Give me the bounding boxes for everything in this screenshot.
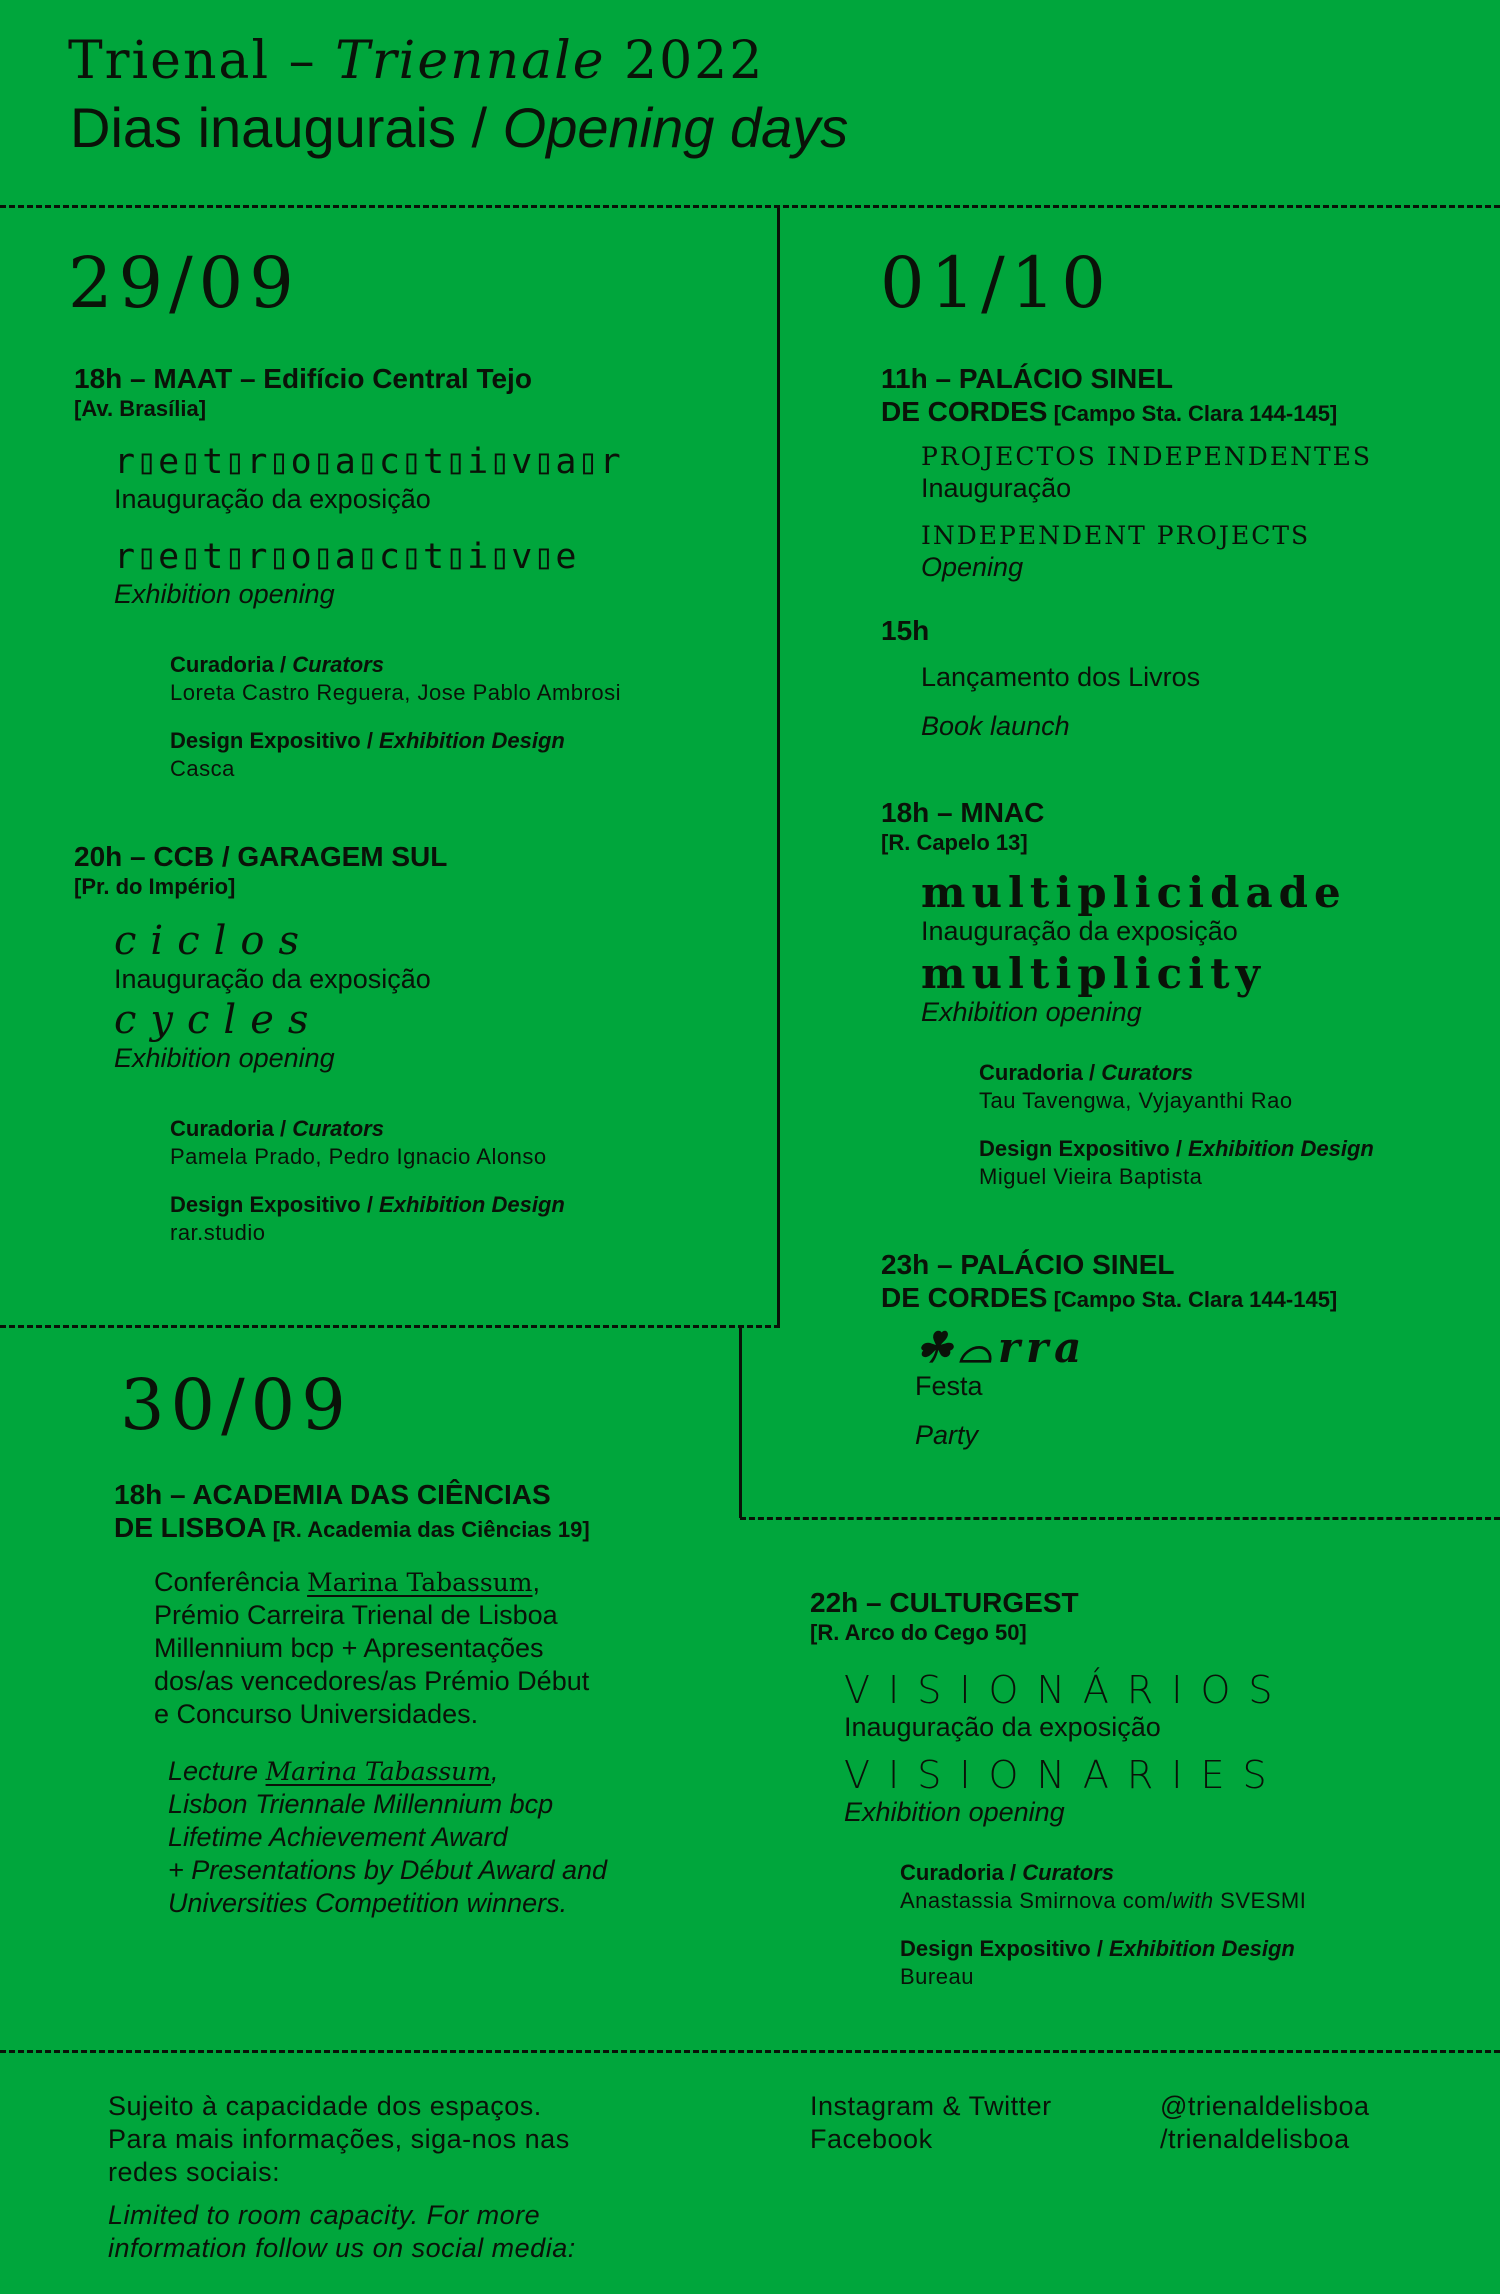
exhibition-desc-en: Exhibition opening [844, 1797, 1065, 1827]
design-names: Casca [170, 756, 235, 781]
divider-middle-left [0, 1325, 780, 1328]
page-subtitle [70, 95, 848, 161]
title-pt: Trienal – [68, 31, 336, 91]
design-label: Design Expositivo / Exhibition Design [170, 728, 565, 753]
event-title: 18h – MAAT – Edifício Central Tejo [74, 363, 532, 394]
project-desc-pt: Inauguração [921, 473, 1072, 503]
lecture-pt: Conferência Marina Tabassum, Prémio Carreira Trienal de Lisboa Millennium bcp + Apresentações dos/as vencedores/as Prémio Début e Concurso Universidades. [154, 1567, 590, 1729]
title-en: Triennale [335, 31, 606, 91]
social-label-instagram-twitter: Instagram & Twitter [810, 2091, 1052, 2121]
design-label: Design Expositivo / Exhibition Design [979, 1136, 1374, 1161]
divider-bottom [0, 2050, 1500, 2053]
exhibition-name-en: VISIONARIES [844, 1753, 1285, 1797]
design-names: rar.studio [170, 1220, 266, 1245]
party-en: Party [915, 1420, 979, 1450]
event-address: [R. Arco do Cego 50] [810, 1620, 1027, 1645]
exhibition-desc-pt: Inauguração da exposição [921, 916, 1238, 946]
event-palacio-11h [881, 362, 1491, 584]
event-title: 18h – MNAC [881, 797, 1045, 828]
curators-label: Curadoria / Curators [900, 1860, 1114, 1885]
exhibition-name-en: multiplicity [921, 949, 1266, 998]
exhibition-name-pt: r▯e▯t▯r▯o▯a▯c▯t▯i▯v▯a▯r [114, 442, 622, 482]
subtitle-en: Opening days [502, 96, 849, 159]
event-academia [114, 1478, 734, 1920]
project-name-en: INDEPENDENT PROJECTS [921, 521, 1311, 550]
event-mnac [881, 796, 1491, 1191]
divider-middle-right [740, 1517, 1500, 1520]
exhibition-name-pt: multiplicidade [921, 868, 1347, 917]
curators-label: Curadoria / Curators [170, 652, 384, 677]
exhibition-name-en: cycles [114, 997, 323, 1043]
event-title: 15h [881, 615, 930, 646]
date-heading-2909: 29/09 [68, 242, 300, 324]
event-title-line1: 11h – PALÁCIO SINEL [881, 363, 1173, 394]
event-title-line1: 18h – ACADEMIA DAS CIÊNCIAS [114, 1479, 551, 1510]
footer-social-handles [1160, 2090, 1370, 2156]
event-palacio-23h [881, 1248, 1491, 1452]
footer-social-labels [810, 2090, 1052, 2156]
exhibition-desc-en: Exhibition opening [114, 579, 335, 609]
exhibition-desc-en: Exhibition opening [114, 1043, 335, 1073]
curators-label: Curadoria / Curators [170, 1116, 384, 1141]
event-title-line2: DE LISBOA [R. Academia das Ciências 19] [114, 1512, 590, 1543]
divider-vertical-lower [739, 1325, 742, 1518]
exhibition-name-pt: ciclos [114, 918, 313, 964]
design-label: Design Expositivo / Exhibition Design [170, 1192, 565, 1217]
design-names: Bureau [900, 1964, 974, 1989]
social-handle-facebook[interactable]: /trienaldelisboa [1160, 2124, 1350, 2154]
event-address: [Av. Brasília] [74, 396, 207, 421]
event-address: [R. Capelo 13] [881, 830, 1028, 855]
divider-top [0, 205, 1500, 208]
speaker-link-en[interactable]: Marina Tabassum [265, 1757, 491, 1786]
event-title: 22h – CULTURGEST [810, 1587, 1079, 1618]
curators-names: Loreta Castro Reguera, Jose Pablo Ambrosi [170, 680, 621, 705]
date-heading-0110: 01/10 [880, 242, 1112, 324]
curators-names: Pamela Prado, Pedro Ignacio Alonso [170, 1144, 547, 1169]
exhibition-desc-pt: Inauguração da exposição [114, 484, 431, 514]
event-culturgest [810, 1586, 1490, 1991]
design-label: Design Expositivo / Exhibition Design [900, 1936, 1295, 1961]
page-title [68, 30, 764, 92]
social-handle-instagram-twitter[interactable]: @trienaldelisboa [1160, 2091, 1370, 2121]
exhibition-desc-pt: Inauguração da exposição [114, 964, 431, 994]
exhibition-desc-pt: Inauguração da exposição [844, 1712, 1161, 1742]
event-address: [Pr. do Império] [74, 874, 236, 899]
event-ccb [74, 840, 754, 1247]
date-heading-3009: 30/09 [120, 1364, 352, 1446]
speaker-link-pt[interactable]: Marina Tabassum [307, 1568, 533, 1597]
exhibition-name-pt: VISIONÁRIOS [844, 1668, 1291, 1712]
footer-notice: Sujeito à capacidade dos espaços. Para mais informações, siga-nos nas redes sociais: Limited to room capacity. For more information follow us on social media: [108, 2091, 576, 2263]
book-launch-pt: Lançamento dos Livros [921, 662, 1201, 692]
event-title-line2: DE CORDES [Campo Sta. Clara 144-145] [881, 1282, 1338, 1313]
curators-label: Curadoria / Curators [979, 1060, 1193, 1085]
event-title: 20h – CCB / GARAGEM SUL [74, 841, 448, 872]
party-pt: Festa [915, 1371, 983, 1401]
project-desc-en: Opening [921, 552, 1024, 582]
subtitle-pt: Dias inaugurais / [70, 96, 503, 159]
design-names: Miguel Vieira Baptista [979, 1164, 1203, 1189]
exhibition-name-en: r▯e▯t▯r▯o▯a▯c▯t▯i▯v▯e [114, 537, 578, 577]
exhibition-desc-en: Exhibition opening [921, 997, 1142, 1027]
party-name: ☘⌓rra [915, 1323, 1088, 1372]
title-year: 2022 [605, 31, 765, 91]
event-title-line2: DE CORDES [Campo Sta. Clara 144-145] [881, 396, 1338, 427]
book-launch-en: Book launch [921, 711, 1070, 741]
event-title-line1: 23h – PALÁCIO SINEL [881, 1249, 1175, 1280]
event-book-launch [881, 614, 1491, 743]
lecture-en: Lecture Marina Tabassum, Lisbon Triennale Millennium bcp Lifetime Achievement Award + Presentations by Début Award and Universities Competition winners. [168, 1756, 608, 1918]
event-maat [74, 362, 754, 783]
project-name-pt: PROJECTOS INDEPENDENTES [921, 442, 1372, 471]
curators-names: Tau Tavengwa, Vyjayanthi Rao [979, 1088, 1293, 1113]
curators-names: Anastassia Smirnova com/with SVESMI [900, 1888, 1307, 1913]
social-label-facebook: Facebook [810, 2124, 933, 2154]
divider-vertical-upper [777, 207, 780, 1325]
